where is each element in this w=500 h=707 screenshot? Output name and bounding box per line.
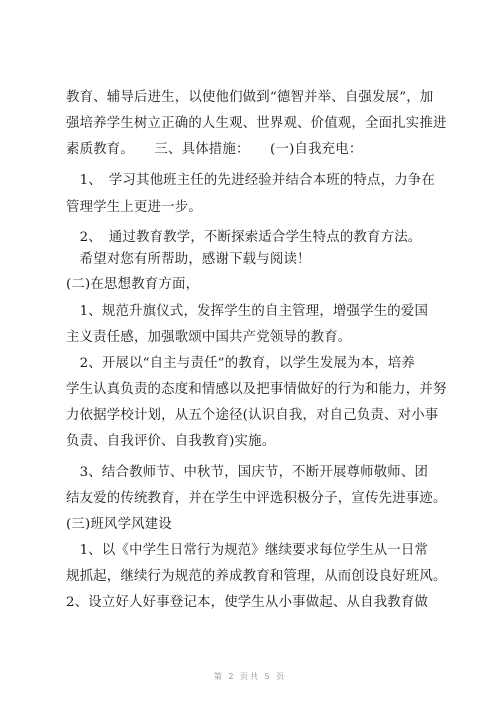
- page-footer: 第 2 页共 5 页: [213, 672, 287, 681]
- text-line: 2、开展以“自主与责任”的教育，以学生发展为本，培养: [66, 356, 415, 371]
- text-line: 结友爱的传统教育，并在学生中评选积极分子，宣传先进事迹。: [66, 491, 447, 506]
- text-line: 主义责任感，加强歌颂中国共产党领导的教育。: [66, 330, 352, 345]
- text-line: 1、以《中学生日常行为规范》继续要求每位学生从一日常: [66, 543, 429, 558]
- text-line: 1、 学习其他班主任的先进经验并结合本班的特点，力争在: [66, 173, 435, 188]
- text-line: 教育、辅导后进生，以使他们做到“德智并举、自强发展”，加: [66, 90, 434, 105]
- text-line: 1、规范升旗仪式，发挥学生的自主管理，增强学生的爱国: [66, 304, 429, 319]
- text-line: 2、 通过教育教学，不断探索适合学生特点的教育方法。: [66, 230, 422, 245]
- text-line: 负责、自我评价、自我教育)实施。: [66, 434, 276, 449]
- text-line: 2、设立好人好事登记本，使学生从小事做起、从自我教育做: [66, 595, 429, 610]
- text-line: 规抓起，继续行为规范的养成教育和管理，从而创设良好班风。: [66, 569, 447, 584]
- text-line: 希望对您有所帮助，感谢下载与阅读！: [66, 252, 311, 267]
- text-line: 学生认真负责的态度和情感以及把事情做好的行为和能力，并努: [66, 382, 447, 397]
- section-heading: (三)班风学风建设: [66, 517, 172, 532]
- text-line: 3、结合教师节、中秋节，国庆节，不断开展尊师敬师、团: [66, 465, 429, 480]
- text-line: 力依据学校计划，从五个途径(认识自我，对自己负责、对小事: [66, 408, 439, 423]
- text-line: 管理学生上更进一步。: [66, 200, 202, 215]
- section-heading: (二)在思想教育方面，: [66, 277, 200, 292]
- text-line: 强培养学生树立正确的人生观、世界观、价值观，全面扎实推进: [66, 116, 447, 131]
- text-line: 素质教育。 三、具体措施： (一)自我充电：: [66, 142, 363, 157]
